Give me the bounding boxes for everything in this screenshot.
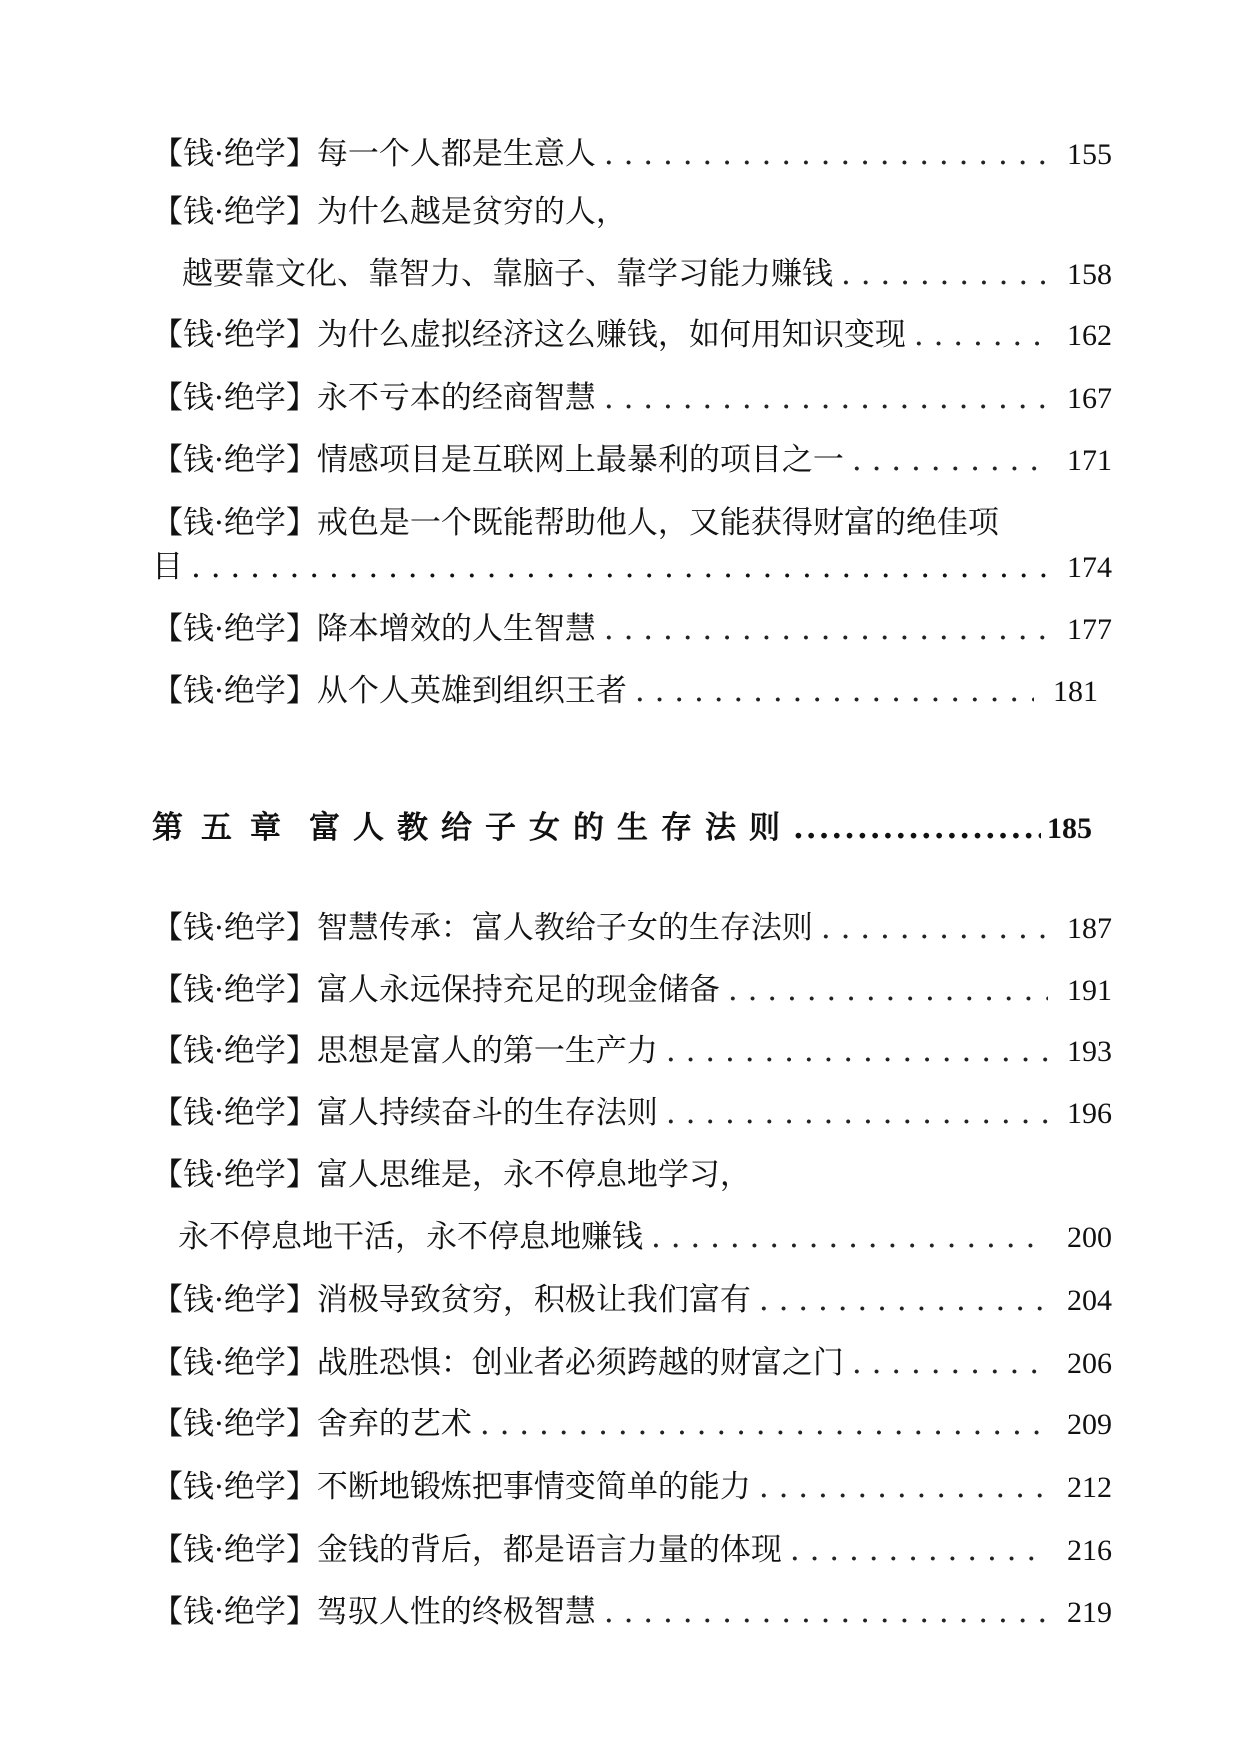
entry-title: 富人持续奋斗的生存法则 bbox=[316, 1095, 658, 1131]
toc-entry[interactable] bbox=[152, 1093, 1112, 1133]
entry-prefix: 【钱·绝学】 bbox=[152, 1095, 317, 1131]
entry-title-continuation: 越要靠文化、靠智力、靠脑子、靠学习能力赚钱 bbox=[182, 256, 833, 292]
entry-page-number: 193 bbox=[1067, 1035, 1112, 1068]
toc-entry[interactable] bbox=[152, 192, 1112, 232]
entry-prefix: 【钱·绝学】 bbox=[152, 1282, 317, 1318]
entry-prefix: 【钱·绝学】 bbox=[152, 380, 317, 416]
chapter-title: 富人教给子女的生存法则 bbox=[309, 810, 793, 846]
entry-page-number: 196 bbox=[1067, 1097, 1112, 1130]
entry-prefix: 【钱·绝学】 bbox=[152, 1345, 317, 1381]
entry-page-number: 162 bbox=[1067, 319, 1112, 352]
entry-title: 消极导致贫穷，积极让我们富有 bbox=[316, 1282, 751, 1318]
entry-prefix: 【钱·绝学】 bbox=[152, 442, 317, 478]
entry-title: 为什么虚拟经济这么赚钱，如何用知识变现 bbox=[316, 317, 906, 353]
entry-page-number: 177 bbox=[1067, 613, 1112, 646]
toc-entry[interactable] bbox=[152, 1467, 1112, 1507]
entry-prefix: 【钱·绝学】 bbox=[152, 673, 317, 709]
entry-page-number: 219 bbox=[1067, 1596, 1112, 1629]
toc-entry[interactable] bbox=[152, 671, 1098, 711]
dot-leader bbox=[841, 254, 1048, 294]
entry-prefix: 【钱·绝学】 bbox=[152, 1469, 317, 1505]
dot-leader bbox=[635, 671, 1034, 711]
entry-title: 驾驭人性的终极智慧 bbox=[316, 1594, 596, 1630]
entry-title-continuation: 永不停息地干活，永不停息地赚钱 bbox=[178, 1219, 643, 1255]
chapter-label: 第五章 bbox=[152, 810, 299, 846]
entry-page-number: 206 bbox=[1067, 1347, 1112, 1380]
entry-title: 情感项目是互联网上最暴利的项目之一 bbox=[316, 442, 844, 478]
entry-title: 戒色是一个既能帮助他人，又能获得财富的绝佳项 bbox=[316, 505, 999, 541]
chapter-page-number: 185 bbox=[1047, 812, 1092, 845]
entry-prefix: 【钱·绝学】 bbox=[152, 1594, 317, 1630]
dot-leader bbox=[604, 609, 1048, 649]
entry-title: 战胜恐惧：创业者必须跨越的财富之门 bbox=[316, 1345, 844, 1381]
dot-leader bbox=[666, 1031, 1048, 1071]
toc-entry-continuation[interactable] bbox=[178, 1217, 1112, 1257]
entry-page-number: 155 bbox=[1067, 138, 1112, 171]
entry-page-number: 171 bbox=[1067, 444, 1112, 477]
entry-title: 永不亏本的经商智慧 bbox=[316, 380, 596, 416]
entry-page-number: 216 bbox=[1067, 1534, 1112, 1567]
dot-leader bbox=[666, 1093, 1048, 1133]
toc-entry[interactable] bbox=[152, 1592, 1112, 1632]
toc-entry[interactable] bbox=[152, 970, 1112, 1010]
chapter-heading[interactable] bbox=[152, 808, 1092, 848]
entry-prefix: 【钱·绝学】 bbox=[152, 194, 317, 230]
toc-entry[interactable] bbox=[152, 378, 1112, 418]
entry-page-number: 158 bbox=[1067, 258, 1112, 291]
dot-leader bbox=[604, 1592, 1048, 1632]
entry-page-number: 191 bbox=[1067, 974, 1112, 1007]
dot-leader bbox=[914, 315, 1048, 355]
toc-entry[interactable] bbox=[152, 1343, 1112, 1383]
entry-title: 为什么越是贫穷的人， bbox=[316, 194, 627, 230]
entry-page-number: 204 bbox=[1067, 1284, 1112, 1317]
toc-entry-continuation[interactable] bbox=[182, 254, 1112, 294]
entry-prefix: 【钱·绝学】 bbox=[152, 1033, 317, 1069]
dot-leader bbox=[651, 1217, 1048, 1257]
entry-title: 从个人英雄到组织王者 bbox=[316, 673, 627, 709]
entry-page-number: 212 bbox=[1067, 1471, 1112, 1504]
entry-title: 富人永远保持充足的现金储备 bbox=[316, 972, 720, 1008]
entry-page-number: 200 bbox=[1067, 1221, 1112, 1254]
dot-leader bbox=[759, 1467, 1048, 1507]
dot-leader bbox=[604, 134, 1048, 174]
entry-prefix: 【钱·绝学】 bbox=[152, 972, 317, 1008]
toc-entry[interactable] bbox=[152, 503, 1112, 543]
entry-page-number: 209 bbox=[1067, 1408, 1112, 1441]
dot-leader bbox=[790, 1530, 1048, 1570]
toc-entry[interactable] bbox=[152, 315, 1112, 355]
toc-entry[interactable] bbox=[152, 609, 1112, 649]
dot-leader bbox=[852, 440, 1048, 480]
entry-title: 不断地锻炼把事情变简单的能力 bbox=[316, 1469, 751, 1505]
entry-page-number: 181 bbox=[1053, 675, 1098, 708]
entry-prefix: 【钱·绝学】 bbox=[152, 505, 317, 541]
entry-title: 降本增效的人生智慧 bbox=[316, 611, 596, 647]
toc-entry[interactable] bbox=[152, 440, 1112, 480]
dot-leader bbox=[480, 1404, 1048, 1444]
toc-entry[interactable] bbox=[152, 1404, 1112, 1444]
entry-title: 舍弃的艺术 bbox=[316, 1406, 472, 1442]
toc-entry[interactable] bbox=[152, 1280, 1112, 1320]
entry-title: 每一个人都是生意人 bbox=[316, 136, 596, 172]
toc-entry[interactable] bbox=[152, 1155, 1112, 1195]
dot-leader bbox=[821, 908, 1048, 948]
dot-leader bbox=[191, 547, 1059, 587]
entry-prefix: 【钱·绝学】 bbox=[152, 1157, 317, 1193]
dot-leader bbox=[728, 970, 1048, 1010]
entry-title-continuation: 目 bbox=[152, 549, 183, 585]
entry-page-number: 174 bbox=[1067, 551, 1112, 584]
entry-prefix: 【钱·绝学】 bbox=[152, 317, 317, 353]
entry-prefix: 【钱·绝学】 bbox=[152, 1406, 317, 1442]
dot-leader bbox=[793, 808, 1041, 848]
entry-prefix: 【钱·绝学】 bbox=[152, 136, 317, 172]
entry-page-number: 187 bbox=[1067, 912, 1112, 945]
entry-title: 思想是富人的第一生产力 bbox=[316, 1033, 658, 1069]
entry-prefix: 【钱·绝学】 bbox=[152, 910, 317, 946]
dot-leader bbox=[759, 1280, 1048, 1320]
entry-prefix: 【钱·绝学】 bbox=[152, 1532, 317, 1568]
dot-leader bbox=[604, 378, 1048, 418]
entry-title: 富人思维是，永不停息地学习， bbox=[316, 1157, 751, 1193]
dot-leader bbox=[852, 1343, 1048, 1383]
entry-prefix: 【钱·绝学】 bbox=[152, 611, 317, 647]
toc-entry[interactable] bbox=[152, 908, 1112, 948]
toc-entry[interactable] bbox=[152, 1031, 1112, 1071]
toc-entry[interactable] bbox=[152, 134, 1112, 174]
toc-entry[interactable] bbox=[152, 1530, 1112, 1570]
entry-title: 金钱的背后，都是语言力量的体现 bbox=[316, 1532, 782, 1568]
entry-title: 智慧传承：富人教给子女的生存法则 bbox=[316, 910, 813, 946]
entry-page-number: 167 bbox=[1067, 382, 1112, 415]
toc-entry-continuation[interactable] bbox=[152, 547, 1112, 587]
